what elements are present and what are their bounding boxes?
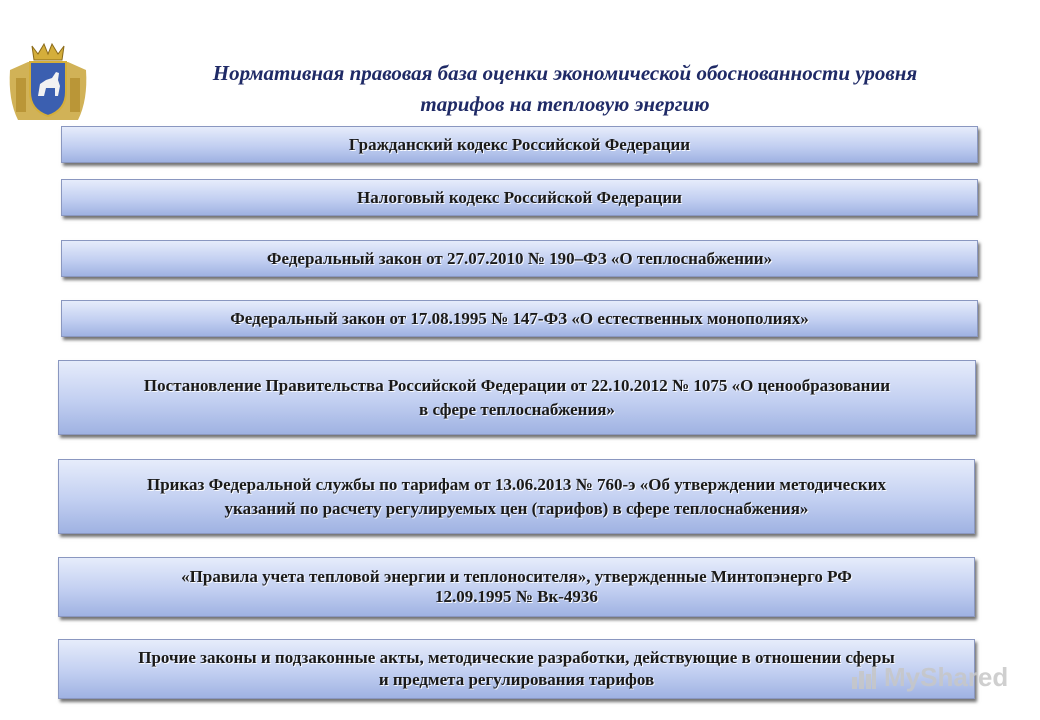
list-item-government-resolution [58, 360, 976, 435]
list-item-tax-code [61, 179, 978, 216]
list-item-text-line-1: Прочие законы и подзаконные акты, методические разработки, действующие в отношении сферы [138, 648, 895, 667]
watermark [850, 660, 1020, 694]
page-title [120, 58, 1010, 120]
samara-coat-of-arms-icon [6, 40, 90, 126]
list-item-text-line-1: Приказ Федеральной службы по тарифам от 13.06.2013 № 760-э «Об утверждении методических [146, 474, 887, 494]
list-item-text: Налоговый кодекс Российской Федерации [357, 188, 682, 207]
list-item-text-line-1: Постановление Правительства Российской Федерации от 22.10.2012 № 1075 «О ценообразовании [143, 375, 891, 395]
list-item-civil-code [61, 126, 978, 163]
list-item-text: Гражданский кодекс Российской Федерации [348, 135, 691, 154]
list-item-heat-supply-law [61, 240, 978, 277]
list-item-text: Федеральный закон от 27.07.2010 № 190–ФЗ «О теплоснабжении» [266, 249, 773, 268]
title-line-2: тарифов на тепловую энергию [420, 92, 710, 116]
list-item-text-line-2: в сфере теплоснабжения» [419, 399, 615, 419]
list-item-fst-order [58, 459, 975, 534]
list-item-metering-rules [58, 557, 975, 617]
list-item-text-line-2: и предмета регулирования тарифов [378, 670, 655, 689]
title-line-1: Нормативная правовая база оценки экономической обоснованности уровня [212, 61, 918, 85]
myshared-logo-icon [850, 663, 878, 691]
list-item-other-acts [58, 639, 975, 699]
list-item-text-line-1: «Правила учета тепловой энергии и теплоносителя», утвержденные Минтопэнерго РФ [181, 567, 852, 586]
list-item-text-line-2: 12.09.1995 № Вк-4936 [435, 587, 598, 606]
list-item-text: Федеральный закон от 17.08.1995 № 147-ФЗ «О естественных монополиях» [230, 309, 809, 328]
list-item-text-line-2: указаний по расчету регулируемых цен (тарифов) в сфере теплоснабжения» [224, 498, 809, 518]
watermark-text: MyShared [884, 661, 1009, 692]
list-item-monopolies-law [61, 300, 978, 337]
